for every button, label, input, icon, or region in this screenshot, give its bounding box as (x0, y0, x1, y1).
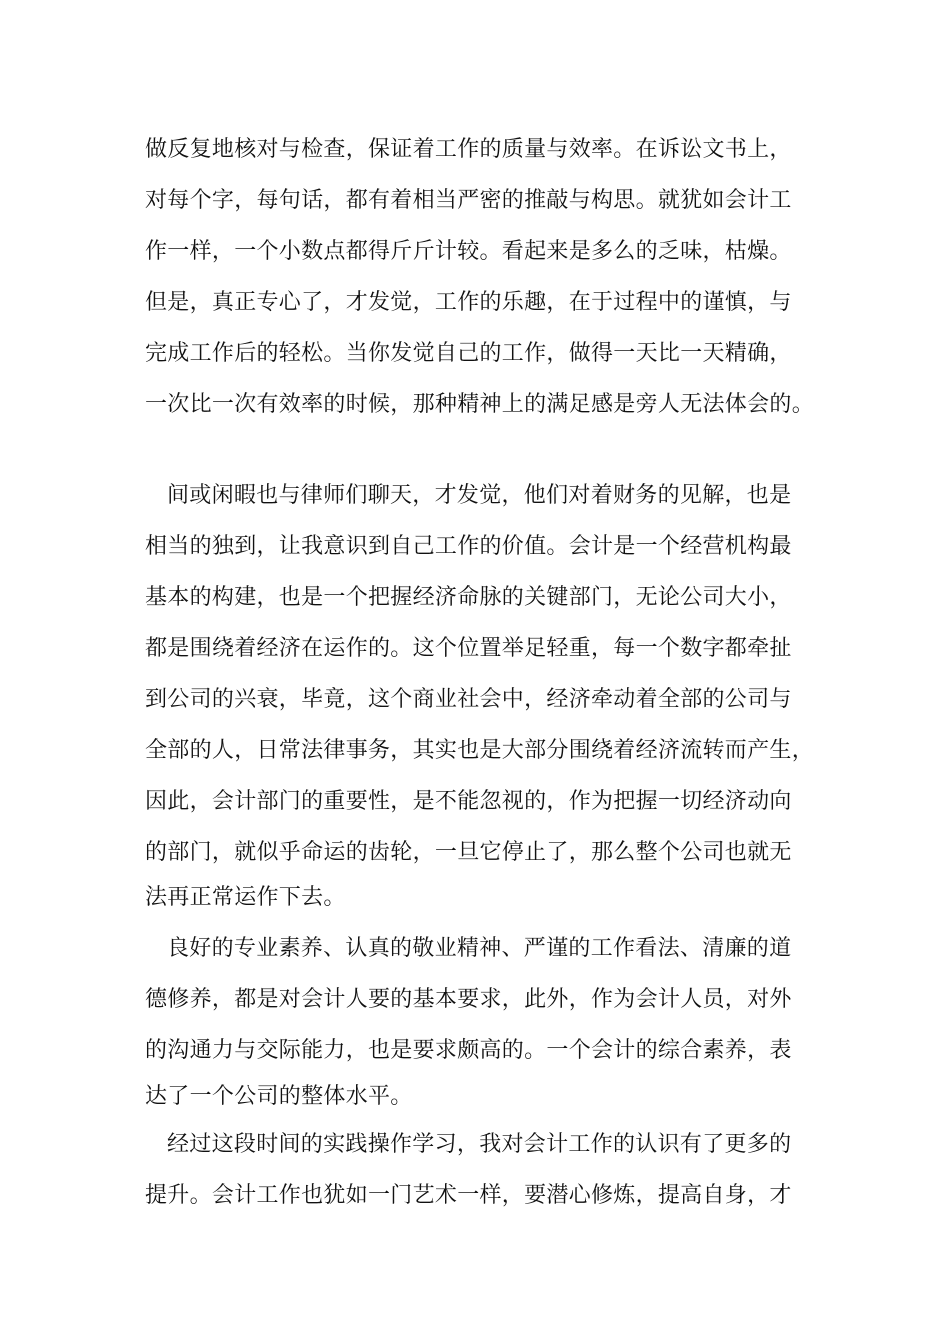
text-line: 作一样，一个小数点都得斤斤计较。看起来是多么的乏味，枯燥。 (145, 239, 792, 264)
text-line: 达了一个公司的整体水平。 (145, 1084, 413, 1109)
text-line: 但是，真正专心了，才发觉，工作的乐趣，在于过程中的谨慎，与 (145, 290, 792, 315)
text-line: 经过这段时间的实践操作学习，我对会计工作的认识有了更多的 (167, 1132, 792, 1157)
text-line: 间或闲暇也与律师们聊天，才发觉，他们对着财务的见解，也是 (167, 483, 792, 508)
text-line: 完成工作后的轻松。当你发觉自己的工作，做得一天比一天精确， (145, 341, 792, 366)
text-line: 做反复地核对与检查，保证着工作的质量与效率。在诉讼文书上， (145, 137, 792, 162)
text-line: 到公司的兴衰，毕竟，这个商业社会中，经济牵动着全部的公司与 (145, 687, 792, 712)
text-line: 全部的人，日常法律事务，其实也是大部分围绕着经济流转而产生， (145, 738, 815, 763)
text-line: 对每个字，每句话，都有着相当严密的推敲与构思。就犹如会计工 (145, 188, 792, 213)
text-line: 的沟通力与交际能力，也是要求颇高的。一个会计的综合素养，表 (145, 1038, 792, 1063)
text-line: 良好的专业素养、认真的敬业精神、严谨的工作看法、清廉的道 (167, 936, 792, 961)
text-line: 基本的构建，也是一个把握经济命脉的关键部门，无论公司大小， (145, 585, 792, 610)
text-line: 德修养，都是对会计人要的基本要求，此外，作为会计人员，对外 (145, 987, 792, 1012)
text-line: 因此，会计部门的重要性，是不能忽视的，作为把握一切经济动向 (145, 789, 792, 814)
text-line: 的部门，就似乎命运的齿轮，一旦它停止了，那么整个公司也就无 (145, 840, 792, 865)
text-line: 一次比一次有效率的时候，那种精神上的满足感是旁人无法体会的。 (145, 392, 815, 417)
text-line: 都是围绕着经济在运作的。这个位置举足轻重，每一个数字都牵扯 (145, 636, 792, 661)
text-line: 相当的独到，让我意识到自己工作的价值。会计是一个经营机构最 (145, 534, 792, 559)
text-line: 提升。会计工作也犹如一门艺术一样，要潜心修炼，提高自身，才 (145, 1183, 792, 1208)
text-line: 法再正常运作下去。 (145, 885, 346, 910)
